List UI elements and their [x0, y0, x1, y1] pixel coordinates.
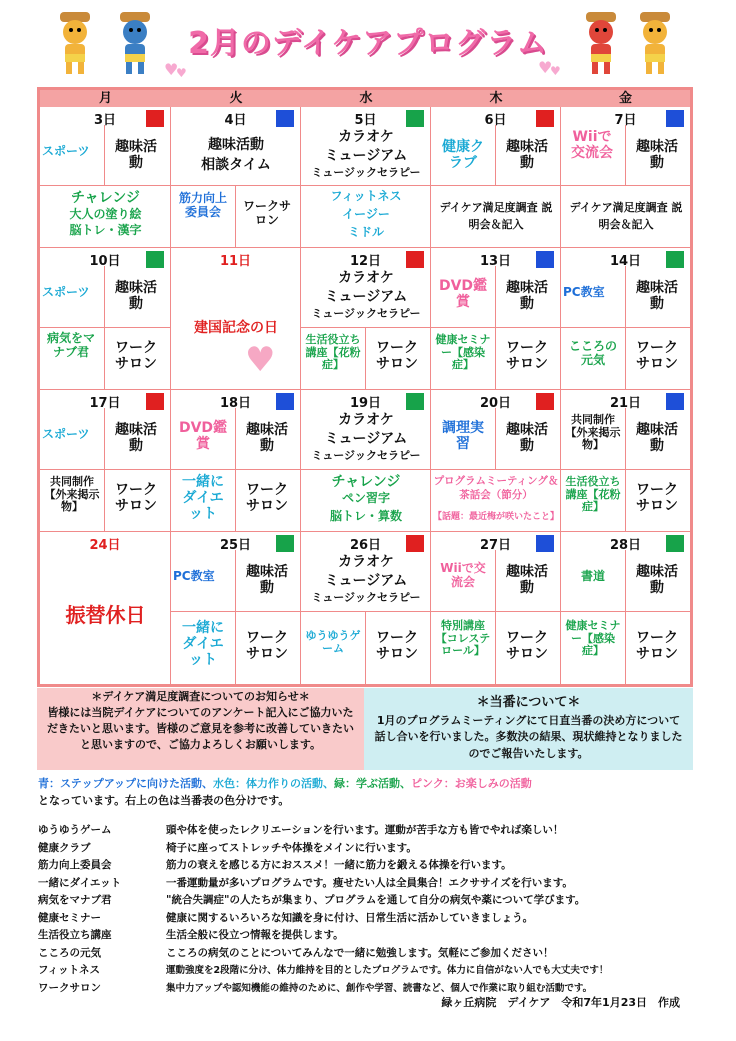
activity-label: 一緒にダイエット [182, 620, 224, 669]
activity-label: 筋力向上委員会 [178, 191, 227, 219]
activity-label: 病気をマナブ君 [46, 331, 95, 359]
cell-fri-7-am [561, 107, 690, 186]
activity-label: スポーツ [42, 144, 90, 158]
duty-color-square [666, 110, 684, 127]
duty-color-square [536, 393, 554, 410]
activity-label: ワークサロン [636, 482, 678, 515]
activity-label: 脳トレ・漢字 [69, 223, 142, 237]
heart-icon: ♥ [550, 64, 561, 78]
activity-label: 趣味活動 [115, 139, 157, 172]
cell-fri-7-pm [561, 186, 690, 248]
holiday-label: 振替休日 [65, 603, 146, 627]
activity-label: ワークサロン [246, 630, 288, 663]
date-label: 28日 [609, 538, 642, 553]
desc-row: 病気をマナブ君 "統合失調症"の人たちが集まり、プログラムを通して自分の病気や薬について学びます。 [38, 894, 586, 906]
date-label: 24日 [89, 538, 121, 553]
activity-label: 趣味活動 [246, 422, 288, 455]
activity-label: 調理実習 [442, 420, 484, 453]
desc-row: 一緒にダイエット 一番運動量が多いプログラムです。痩せたい人は全員集合！エクササイズを行います。 [38, 876, 573, 889]
activity-label: ミドル [347, 225, 384, 239]
day-header-fri: 金 [561, 90, 690, 107]
cell-thu-6-am [431, 107, 561, 186]
cell-tue-11-holiday [171, 248, 301, 390]
duty-color-square [536, 535, 554, 552]
color-legend [38, 776, 718, 809]
cell-fri-28-pm [561, 612, 690, 684]
duty-color-square [666, 535, 684, 552]
date-label: 4日 [224, 113, 247, 128]
date-label: 11日 [219, 254, 252, 269]
duty-color-square [146, 251, 164, 268]
cell-wed-26-am [301, 532, 431, 612]
desc-row: ゆうゆうゲーム 頭や体を使ったレクリエーションを行います。運動が苦手な方も皆でやれば楽しい！ [38, 824, 564, 836]
notice-body: 皆様には当院デイケアについてのアンケート記入にご協力いただきたいと思います。皆様のご意見を参考に改善していきたいと思いますので、ご協力よろしくお願いします。 [46, 705, 355, 751]
day-header-wed: 水 [301, 90, 432, 107]
cell-mon-3-am [40, 107, 171, 186]
cell-thu-20-pm [431, 470, 561, 532]
cell-fri-14-am [561, 248, 690, 328]
activity-label: 趣味活動 [506, 280, 548, 313]
activity-label: ミュージックセラピー [311, 449, 421, 462]
activity-label: DVD鑑賞 [438, 278, 488, 311]
cell-mon-3-pm [40, 186, 171, 248]
cell-wed-19-pm [301, 470, 431, 532]
notice-title: ＊当番について＊ [476, 695, 581, 710]
activity-label: ワークサロン [636, 630, 678, 663]
cell-mon-10-pm [40, 328, 171, 390]
cell-tue-4-pm [171, 186, 301, 248]
cell-tue-4-am [171, 107, 301, 186]
activity-label: 趣味活動 [636, 564, 678, 597]
activity-label: ワークサロン [115, 340, 157, 373]
activity-label: ミュージアム [324, 573, 408, 589]
notice-survey [37, 688, 364, 770]
activity-label: ミュージックセラピー [311, 591, 421, 604]
cell-fri-28-am [561, 532, 690, 612]
activity-label: ワークサロン [246, 482, 288, 515]
day-header-thu: 木 [431, 90, 562, 107]
activity-label: 大人の塗り絵 [69, 207, 142, 221]
legend-pink: ピンク：お楽しみの活動 [411, 777, 532, 790]
date-label: 20日 [479, 396, 512, 411]
activity-label: 生活役立ち講座【花粉症】 [565, 475, 621, 514]
cell-thu-20-am [431, 390, 561, 470]
activity-label: 趣味活動 [506, 422, 548, 455]
heart-icon: ♥ [176, 66, 187, 80]
activity-label: 共同制作【外来掲示物】 [565, 413, 621, 452]
duty-color-square [666, 393, 684, 410]
activity-label: 共同制作【外来掲示物】 [44, 475, 100, 514]
activity-label: 健康セミナー【感染症】 [435, 333, 491, 372]
cell-wed-12-am [301, 248, 431, 328]
activity-label: チャレンジ [331, 474, 401, 490]
activity-label: Wiiで交流会 [440, 561, 486, 589]
duty-color-square [276, 110, 294, 127]
activity-label: ワークサロン [115, 482, 157, 515]
activity-label: スポーツ [42, 427, 90, 441]
activity-label: ワークサロン [242, 199, 291, 227]
cell-mon-10-am [40, 248, 171, 328]
cell-thu-13-pm [431, 328, 561, 390]
activity-label: 趣味活動 [506, 139, 548, 172]
date-label: 26日 [349, 538, 382, 553]
activity-label: 趣味活動 [115, 422, 157, 455]
activity-label: 特別講座【コレステロール】 [435, 619, 491, 658]
cell-thu-6-pm [431, 186, 561, 248]
day-header-tue: 火 [171, 90, 302, 107]
cell-thu-27-am [431, 532, 561, 612]
activity-label: 脳トレ・算数 [329, 509, 402, 523]
activity-label: チャレンジ [71, 190, 140, 206]
desc-row: 健康セミナー 健康に関するいろいろな知識を身に付け、日常生活に活かしていきましょう。 [38, 911, 534, 924]
heart-icon: ♥ [245, 340, 276, 380]
date-label: 25日 [219, 538, 252, 553]
program-descriptions [38, 822, 718, 997]
activity-label: 趣味活動 [636, 139, 678, 172]
activity-label: ミュージアム [324, 148, 408, 164]
date-label: 5日 [354, 113, 377, 128]
date-label: 19日 [349, 396, 382, 411]
legend-blue: 青：ステップアップに向けた活動、 [38, 777, 214, 790]
desc-row: フィットネス 運動強度を2段階に分け、体力維持を目的としたプログラムです。体力に自信がない人でも大丈夫です！ [38, 964, 609, 976]
heart-icon: ♥ [164, 60, 179, 79]
activity-label: ミュージックセラピー [311, 166, 421, 179]
desc-row: ワークサロン 集中力アップや認知機能の維持のために、創作や学習、読書など、個人で作業に取り組む活動です。 [38, 981, 593, 994]
duty-color-square [406, 251, 424, 268]
duty-color-square [276, 535, 294, 552]
activity-label: ゆうゆうゲーム [305, 629, 361, 655]
day-header-mon: 月 [40, 90, 172, 107]
activity-label: ワークサロン [636, 340, 678, 373]
header [0, 0, 736, 85]
cell-tue-18-pm [171, 470, 301, 532]
footer-credit: 緑ヶ丘病院 デイケア 令和7年1月23日 作成 [441, 996, 680, 1009]
activity-label: PC教室 [173, 569, 215, 583]
date-label: 6日 [484, 113, 507, 128]
notice-body: 1月のプログラムミーティングにて日直当番の決め方について話し合いを行いました。多数決の結果、現状維持となりましたのでご報告いたします。 [374, 713, 683, 760]
date-label: 18日 [219, 396, 252, 411]
notice-title: ＊デイケア満足度調査についてのお知らせ＊ [91, 690, 310, 703]
legend-green: 緑：学ぶ活動、 [334, 777, 412, 790]
date-label: 17日 [89, 396, 121, 411]
heart-icon: ♥ [538, 58, 553, 77]
activity-label: ミュージックセラピー [311, 307, 421, 320]
activity-label: ワークサロン [376, 630, 418, 663]
date-label: 7日 [614, 113, 637, 128]
date-label: 27日 [479, 538, 512, 553]
date-label: 12日 [349, 254, 382, 269]
cell-mon-17-pm [40, 470, 171, 532]
activity-label: 趣味活動 [115, 280, 157, 313]
cell-wed-5-am [301, 107, 431, 186]
activity-label: 趣味活動 [636, 422, 678, 455]
date-label: 10日 [89, 254, 121, 269]
activity-label: 書道 [580, 569, 605, 583]
duty-color-square [146, 110, 164, 127]
cell-mon-17-am [40, 390, 171, 470]
activity-label: 趣味活動 [246, 564, 288, 597]
activity-label: 一緒にダイエット [182, 474, 224, 523]
activity-label: カラオケ [338, 270, 394, 286]
activity-label: DVD鑑賞 [178, 420, 228, 453]
activity-label: Wiiで交流会 [571, 129, 613, 162]
activity-label: こころの元気 [568, 339, 617, 367]
activity-label: 趣味活動 [636, 280, 678, 313]
duty-color-square [406, 393, 424, 410]
cell-wed-19-am [301, 390, 431, 470]
desc-row: 健康クラブ 椅子に座ってストレッチや体操をメインに行います。 [38, 841, 417, 854]
activity-label: スポーツ [42, 285, 90, 299]
cell-fri-21-pm [561, 470, 690, 532]
cell-wed-12-pm [301, 328, 431, 390]
legend-cyan: 水色：体力作りの活動、 [213, 777, 335, 790]
activity-label: プログラムミーティング＆茶話会（節分） [433, 475, 559, 502]
desc-row: こころの元気 こころの病気のことについてみんなで一緒に勉強します。気軽にご参加ください！ [38, 946, 554, 959]
date-label: 21日 [609, 396, 642, 411]
cell-thu-13-am [431, 248, 561, 328]
cell-tue-25-am [171, 532, 301, 612]
activity-label: 相談タイム [201, 157, 271, 173]
notice-duty [364, 688, 693, 770]
cell-tue-25-pm [171, 612, 301, 684]
activity-label: 健康クラブ [442, 139, 484, 172]
activity-label: 健康セミナー【感染症】 [565, 619, 621, 658]
page-title: 2月のデイケアプログラム [188, 26, 548, 61]
activity-label: カラオケ [338, 129, 394, 145]
duty-color-square [536, 110, 554, 127]
date-label: 3日 [93, 113, 117, 128]
cell-fri-21-am [561, 390, 690, 470]
date-label: 14日 [609, 254, 642, 269]
activity-label: ミュージアム [324, 431, 408, 447]
calendar-table [37, 87, 693, 687]
cell-mon-24-holiday [40, 532, 171, 684]
activity-label: PC教室 [563, 285, 605, 299]
duty-color-square [666, 251, 684, 268]
activity-label: 生活役立ち講座【花粉症】 [305, 333, 361, 372]
activity-label: 【話題：最近梅が咲いたこと】 [432, 512, 559, 522]
activity-label: 趣味活動 [506, 564, 548, 597]
activity-label: カラオケ [338, 412, 394, 428]
cell-wed-5-pm [301, 186, 431, 248]
duty-color-square [276, 393, 294, 410]
activity-label: イージー [342, 207, 390, 221]
legend-note: となっています。右上の色は当番表の色分けです。 [38, 793, 290, 807]
activity-label: ワークサロン [506, 630, 548, 663]
activity-label: フィットネス [330, 189, 402, 203]
activity-label: ペン習字 [341, 491, 390, 505]
activity-label: カラオケ [338, 554, 394, 570]
activity-label: ワークサロン [506, 340, 548, 373]
cell-wed-26-pm [301, 612, 431, 684]
duty-color-square [536, 251, 554, 268]
activity-label: デイケア満足度調査 説明会＆記入 [439, 201, 553, 231]
duty-color-square [406, 535, 424, 552]
holiday-label: 建国記念の日 [194, 320, 278, 336]
activity-label: ミュージアム [324, 289, 408, 305]
desc-row: 生活役立ち講座 生活全般に役立つ情報を提供します。 [38, 929, 344, 941]
activity-label: デイケア満足度調査 説明会＆記入 [569, 201, 683, 231]
cell-thu-27-pm [431, 612, 561, 684]
activity-label: 趣味活動 [208, 137, 264, 153]
duty-color-square [146, 393, 164, 410]
date-label: 13日 [479, 254, 512, 269]
duty-color-square [406, 110, 424, 127]
desc-row: 筋力向上委員会 筋力の衰えを感じる方におススメ！一緒に筋力を鍛える体操を行います。 [38, 859, 512, 871]
cell-fri-14-pm [561, 328, 690, 390]
cell-tue-18-am [171, 390, 301, 470]
activity-label: ワークサロン [376, 340, 418, 373]
